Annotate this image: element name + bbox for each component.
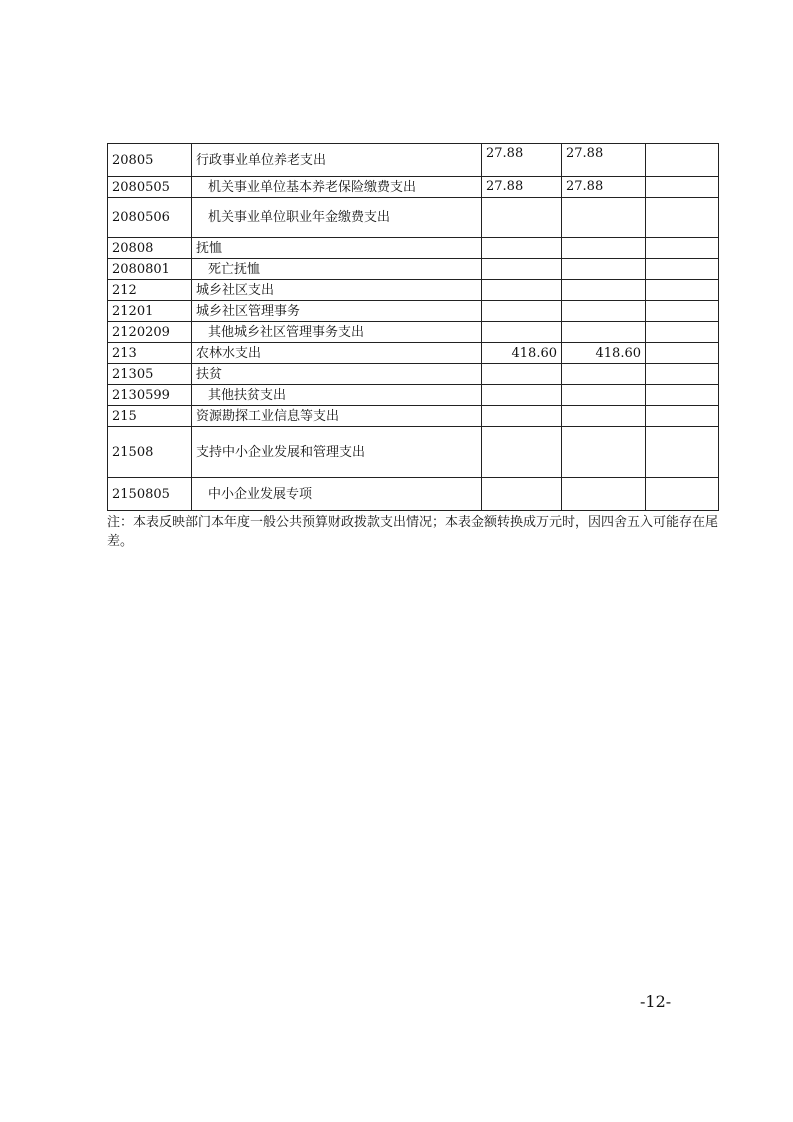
project-expenditure-cell	[646, 177, 719, 198]
basic-expenditure-cell	[562, 406, 646, 427]
basic-expenditure-cell	[562, 280, 646, 301]
table-row	[108, 280, 719, 301]
subject-name-cell: 其他城乡社区管理事务支出	[192, 322, 482, 343]
subject-name-cell: 支持中小企业发展和管理支出	[192, 427, 482, 478]
project-expenditure-cell	[646, 364, 719, 385]
table-row	[108, 144, 719, 177]
subject-name-cell: 扶贫	[192, 364, 482, 385]
subject-name-cell: 农林水支出	[192, 343, 482, 364]
total-amount-cell	[482, 406, 562, 427]
page-number: -12-	[640, 992, 672, 1011]
basic-expenditure-cell	[562, 478, 646, 511]
table-row	[108, 259, 719, 280]
total-amount-cell: 27.88	[482, 177, 562, 198]
subject-name-cell: 资源勘探工业信息等支出	[192, 406, 482, 427]
project-expenditure-cell	[646, 478, 719, 511]
subject-name-cell: 机关事业单位职业年金缴费支出	[192, 198, 482, 238]
expenditure-table	[107, 143, 719, 511]
subject-code-cell: 215	[108, 406, 192, 427]
basic-expenditure-cell	[562, 301, 646, 322]
subject-name-cell: 行政事业单位养老支出	[192, 144, 482, 177]
table-row	[108, 385, 719, 406]
subject-code-cell: 212	[108, 280, 192, 301]
project-expenditure-cell	[646, 427, 719, 478]
total-amount-cell	[482, 198, 562, 238]
total-amount-cell	[482, 259, 562, 280]
subject-code-cell: 2130599	[108, 385, 192, 406]
total-amount-cell	[482, 364, 562, 385]
table-row	[108, 238, 719, 259]
basic-expenditure-cell	[562, 364, 646, 385]
total-amount-cell	[482, 280, 562, 301]
project-expenditure-cell	[646, 280, 719, 301]
table-body	[108, 144, 719, 511]
total-amount-cell	[482, 427, 562, 478]
project-expenditure-cell	[646, 238, 719, 259]
project-expenditure-cell	[646, 301, 719, 322]
subject-code-cell: 2120209	[108, 322, 192, 343]
subject-code-cell: 2080505	[108, 177, 192, 198]
subject-code-cell: 20808	[108, 238, 192, 259]
basic-expenditure-cell: 27.88	[562, 177, 646, 198]
subject-code-cell: 20805	[108, 144, 192, 177]
subject-code-cell: 21508	[108, 427, 192, 478]
table-row	[108, 177, 719, 198]
project-expenditure-cell	[646, 259, 719, 280]
subject-code-cell: 2150805	[108, 478, 192, 511]
table-note: 注：本表反映部门本年度一般公共预算财政拨款支出情况；本表金额转换成万元时，因四舍五入可能存在尾差。	[107, 515, 719, 549]
subject-code-cell: 213	[108, 343, 192, 364]
project-expenditure-cell	[646, 385, 719, 406]
basic-expenditure-cell	[562, 259, 646, 280]
subject-name-cell: 死亡抚恤	[192, 259, 482, 280]
total-amount-cell: 27.88	[482, 144, 562, 177]
subject-name-cell: 城乡社区管理事务	[192, 301, 482, 322]
basic-expenditure-cell	[562, 198, 646, 238]
subject-name-cell: 其他扶贫支出	[192, 385, 482, 406]
basic-expenditure-cell	[562, 427, 646, 478]
table-row	[108, 301, 719, 322]
total-amount-cell	[482, 301, 562, 322]
project-expenditure-cell	[646, 343, 719, 364]
table-row	[108, 406, 719, 427]
total-amount-cell	[482, 478, 562, 511]
table-row	[108, 322, 719, 343]
basic-expenditure-cell: 27.88	[562, 144, 646, 177]
subject-code-cell: 2080506	[108, 198, 192, 238]
total-amount-cell	[482, 322, 562, 343]
table-row	[108, 427, 719, 478]
project-expenditure-cell	[646, 144, 719, 177]
table-row	[108, 364, 719, 385]
table-row	[108, 343, 719, 364]
subject-code-cell: 21201	[108, 301, 192, 322]
project-expenditure-cell	[646, 198, 719, 238]
subject-name-cell: 中小企业发展专项	[192, 478, 482, 511]
basic-expenditure-cell	[562, 385, 646, 406]
basic-expenditure-cell	[562, 238, 646, 259]
subject-code-cell: 21305	[108, 364, 192, 385]
total-amount-cell	[482, 238, 562, 259]
subject-name-cell: 城乡社区支出	[192, 280, 482, 301]
basic-expenditure-cell	[562, 322, 646, 343]
total-amount-cell	[482, 385, 562, 406]
subject-code-cell: 2080801	[108, 259, 192, 280]
table-row	[108, 478, 719, 511]
subject-name-cell: 机关事业单位基本养老保险缴费支出	[192, 177, 482, 198]
table-row	[108, 198, 719, 238]
total-amount-cell: 418.60	[482, 343, 562, 364]
basic-expenditure-cell: 418.60	[562, 343, 646, 364]
subject-name-cell: 抚恤	[192, 238, 482, 259]
project-expenditure-cell	[646, 406, 719, 427]
project-expenditure-cell	[646, 322, 719, 343]
